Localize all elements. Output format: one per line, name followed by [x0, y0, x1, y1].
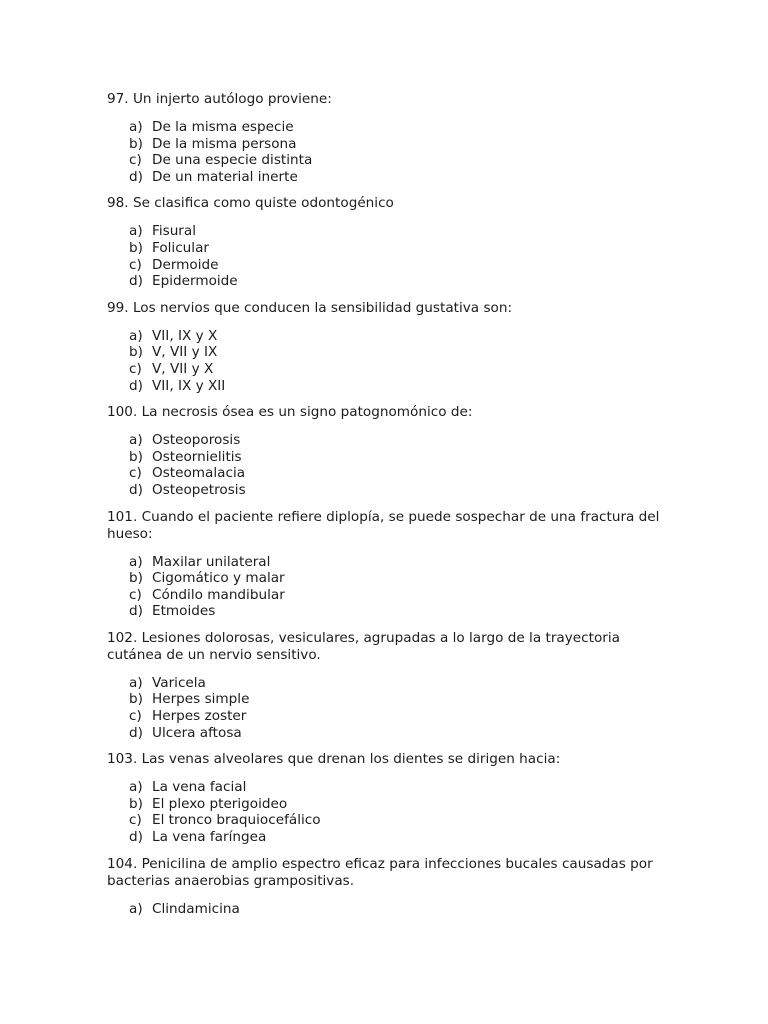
- option-c: [129, 257, 667, 274]
- option-letter: b): [129, 795, 143, 812]
- document-page: [107, 91, 667, 927]
- option-d: [129, 273, 667, 290]
- option-list: [107, 432, 667, 498]
- option-letter: d): [129, 724, 143, 741]
- option-text: De una especie distinta: [152, 152, 313, 169]
- option-c: [129, 812, 667, 829]
- option-d: [129, 725, 667, 742]
- option-a: [129, 119, 667, 136]
- option-letter: b): [129, 691, 143, 708]
- option-letter: d): [129, 168, 143, 185]
- option-letter: a): [129, 119, 143, 135]
- option-letter: b): [129, 239, 143, 256]
- option-text: Varicela: [152, 674, 206, 691]
- option-a: [129, 675, 667, 692]
- option-text: El tronco braquiocefálico: [152, 812, 321, 829]
- option-a: [129, 223, 667, 240]
- option-letter: a): [129, 223, 143, 240]
- option-letter: c): [129, 256, 142, 273]
- option-letter: d): [129, 603, 143, 620]
- option-text: V, VII y X: [152, 360, 214, 377]
- option-text: De la misma especie: [152, 119, 294, 135]
- question-97: [107, 91, 667, 185]
- question-text: 100. La necrosis ósea es un signo patognomónico de:: [107, 404, 473, 421]
- option-letter: d): [129, 273, 143, 290]
- option-letter: c): [129, 465, 142, 482]
- option-letter: a): [129, 327, 143, 344]
- option-text: La vena faríngea: [152, 829, 267, 846]
- option-b: [129, 691, 667, 708]
- option-letter: c): [129, 812, 142, 829]
- option-text: El plexo pterigoideo: [152, 795, 288, 812]
- option-letter: c): [129, 708, 142, 725]
- option-list: [107, 328, 667, 394]
- option-letter: a): [129, 432, 143, 449]
- option-d: [129, 603, 667, 620]
- option-text: VII, IX y XII: [152, 377, 226, 394]
- option-text: Fisural: [152, 223, 197, 240]
- option-letter: d): [129, 481, 143, 498]
- option-c: [129, 708, 667, 725]
- option-c: [129, 587, 667, 604]
- option-list: [107, 675, 667, 741]
- option-a: [129, 554, 667, 571]
- option-text: De la misma persona: [152, 135, 297, 152]
- option-text: Etmoides: [152, 603, 216, 620]
- question-100: [107, 404, 667, 498]
- option-letter: b): [129, 570, 143, 587]
- option-text: Maxilar unilateral: [152, 553, 271, 570]
- question-text: 104. Penicilina de amplio espectro eficaz para infecciones bucales causadas por bacterias anaerobias grampositivas.: [107, 855, 653, 889]
- question-text: 103. Las venas alveolares que drenan los dientes se dirigen hacia:: [107, 751, 561, 768]
- question-99: [107, 300, 667, 394]
- option-text: Herpes simple: [152, 691, 250, 708]
- question-text: 101. Cuando el paciente refiere diplopía, se puede sospechar de una fractura del hueso:: [107, 508, 660, 542]
- question-text: 99. Los nervios que conducen la sensibilidad gustativa son:: [107, 299, 513, 316]
- option-letter: d): [129, 377, 143, 394]
- option-b: [129, 344, 667, 361]
- question-text: 97. Un injerto autólogo proviene:: [107, 91, 332, 107]
- option-c: [129, 465, 667, 482]
- option-text: Cóndilo mandibular: [152, 586, 285, 603]
- option-b: [129, 796, 667, 813]
- option-letter: c): [129, 152, 142, 169]
- option-b: [129, 240, 667, 257]
- option-text: Osteornielitis: [152, 448, 242, 465]
- option-text: Osteoporosis: [152, 432, 241, 449]
- option-text: Cigomático y malar: [152, 570, 285, 587]
- option-b: [129, 449, 667, 466]
- option-letter: a): [129, 779, 143, 796]
- option-letter: a): [129, 900, 143, 917]
- option-c: [129, 361, 667, 378]
- option-c: [129, 152, 667, 169]
- option-letter: d): [129, 829, 143, 846]
- option-text: Epidermoide: [152, 273, 238, 290]
- option-b: [129, 136, 667, 153]
- option-list: [107, 119, 667, 185]
- option-letter: c): [129, 586, 142, 603]
- option-d: [129, 378, 667, 395]
- option-text: Dermoide: [152, 256, 219, 273]
- option-d: [129, 169, 667, 186]
- question-text: 102. Lesiones dolorosas, vesiculares, agrupadas a lo largo de la trayectoria cutánea de un nervio sensitivo.: [107, 629, 620, 663]
- option-b: [129, 570, 667, 587]
- option-d: [129, 482, 667, 499]
- option-a: [129, 328, 667, 345]
- option-text: Osteopetrosis: [152, 481, 246, 498]
- question-101: [107, 509, 667, 620]
- option-d: [129, 829, 667, 846]
- option-letter: b): [129, 344, 143, 361]
- option-list: [107, 223, 667, 289]
- option-letter: c): [129, 360, 142, 377]
- option-text: Ulcera aftosa: [152, 724, 242, 741]
- question-text: 98. Se clasifica como quiste odontogénico: [107, 195, 394, 212]
- question-104: [107, 856, 667, 918]
- option-letter: a): [129, 674, 143, 691]
- option-text: VII, IX y X: [152, 327, 218, 344]
- question-102: [107, 630, 667, 741]
- option-text: Herpes zoster: [152, 708, 247, 725]
- option-text: Clindamicina: [152, 900, 240, 917]
- option-text: La vena facial: [152, 779, 247, 796]
- option-text: Osteomalacia: [152, 465, 246, 482]
- option-a: [129, 432, 667, 449]
- option-letter: a): [129, 553, 143, 570]
- question-98: [107, 195, 667, 289]
- option-a: [129, 901, 667, 918]
- option-text: Folicular: [152, 239, 209, 256]
- option-letter: b): [129, 448, 143, 465]
- option-list: [107, 901, 667, 918]
- option-text: V, VII y IX: [152, 344, 218, 361]
- option-list: [107, 779, 667, 845]
- option-list: [107, 554, 667, 620]
- question-103: [107, 751, 667, 845]
- option-a: [129, 779, 667, 796]
- option-letter: b): [129, 135, 143, 152]
- option-text: De un material inerte: [152, 168, 298, 185]
